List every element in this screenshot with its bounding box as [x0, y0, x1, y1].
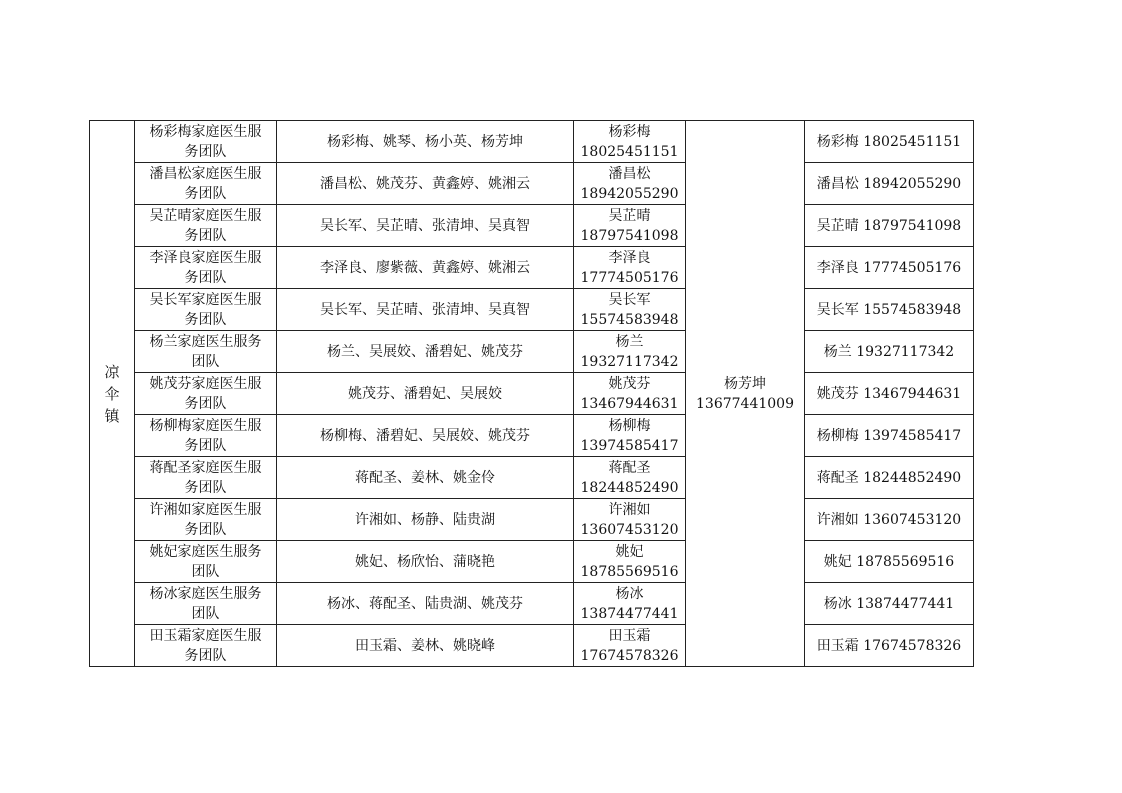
team-leader-cell — [574, 247, 686, 289]
contact-cell: 杨彩梅 18025451151 — [805, 121, 974, 163]
table-row — [90, 541, 974, 583]
team-leader-cell — [574, 331, 686, 373]
contact-cell: 姚茂芬 13467944631 — [805, 373, 974, 415]
leader-name: 姚妃 — [615, 543, 644, 560]
supervisor-name: 杨芳坤 — [724, 375, 766, 392]
leader-name: 蒋配圣 — [608, 459, 651, 476]
leader-phone: 13607453120 — [580, 521, 679, 538]
leader-name: 杨兰 — [615, 333, 644, 350]
team-name-cell — [135, 541, 277, 583]
leader-phone: 17774505176 — [580, 269, 679, 286]
team-members-cell: 蒋配圣、姜林、姚金伶 — [277, 457, 574, 499]
team-leader-cell — [574, 163, 686, 205]
team-members-cell: 田玉霜、姜林、姚晓峰 — [277, 625, 574, 667]
contact-cell: 蒋配圣 18244852490 — [805, 457, 974, 499]
contact-cell: 吴芷晴 18797541098 — [805, 205, 974, 247]
leader-phone: 18785569516 — [580, 563, 679, 580]
doctor-team-table — [89, 120, 974, 667]
leader-name: 潘昌松 — [608, 165, 651, 182]
leader-name: 田玉霜 — [608, 627, 651, 644]
contact-cell: 杨冰 13874477441 — [805, 583, 974, 625]
team-name: 吴芷晴家庭医生服务团队 — [149, 207, 262, 244]
team-members-cell: 姚茂芬、潘碧妃、吴展姣 — [277, 373, 574, 415]
team-leader-cell — [574, 541, 686, 583]
leader-phone: 18942055290 — [580, 185, 679, 202]
team-name: 潘昌松家庭医生服务团队 — [149, 165, 262, 202]
team-members-cell: 杨兰、吴展姣、潘碧妃、姚茂芬 — [277, 331, 574, 373]
team-name-cell — [135, 457, 277, 499]
contact-cell: 李泽良 17774505176 — [805, 247, 974, 289]
contact-cell: 潘昌松 18942055290 — [805, 163, 974, 205]
leader-phone: 19327117342 — [580, 353, 679, 370]
leader-name: 吴芷晴 — [608, 207, 651, 224]
team-members-cell: 杨柳梅、潘碧妃、吴展姣、姚茂芬 — [277, 415, 574, 457]
leader-name: 杨柳梅 — [608, 417, 651, 434]
team-name: 许湘如家庭医生服务团队 — [149, 501, 262, 538]
table-body — [90, 121, 974, 667]
team-leader-cell — [574, 625, 686, 667]
supervisor-phone: 13677441009 — [696, 395, 794, 412]
table-row — [90, 499, 974, 541]
table-row — [90, 583, 974, 625]
team-name-cell — [135, 247, 277, 289]
team-members-cell: 许湘如、杨静、陆贵湖 — [277, 499, 574, 541]
team-name: 杨兰家庭医生服务团队 — [149, 333, 262, 370]
leader-phone: 18797541098 — [580, 227, 679, 244]
team-name-cell — [135, 163, 277, 205]
team-name: 姚妃家庭医生服务团队 — [149, 543, 262, 580]
team-name-cell — [135, 499, 277, 541]
leader-name: 吴长军 — [608, 291, 651, 308]
team-name: 杨柳梅家庭医生服务团队 — [149, 417, 262, 454]
contact-cell: 许湘如 13607453120 — [805, 499, 974, 541]
team-name-cell — [135, 205, 277, 247]
table-row — [90, 373, 974, 415]
contact-cell: 杨柳梅 13974585417 — [805, 415, 974, 457]
team-members-cell: 姚妃、杨欣怡、蒲晓艳 — [277, 541, 574, 583]
contact-cell: 杨兰 19327117342 — [805, 331, 974, 373]
table-row — [90, 415, 974, 457]
team-name-cell — [135, 625, 277, 667]
team-name: 杨彩梅家庭医生服务团队 — [149, 123, 262, 160]
leader-phone: 17674578326 — [580, 647, 679, 664]
leader-name: 姚茂芬 — [608, 375, 651, 392]
team-name-cell — [135, 415, 277, 457]
table-row — [90, 625, 974, 667]
team-members-cell: 潘昌松、姚茂芬、黄鑫婷、姚湘云 — [277, 163, 574, 205]
team-leader-cell — [574, 457, 686, 499]
table-row — [90, 121, 974, 163]
team-name: 李泽良家庭医生服务团队 — [149, 249, 262, 286]
team-leader-cell — [574, 415, 686, 457]
contact-cell: 田玉霜 17674578326 — [805, 625, 974, 667]
team-members-cell: 李泽良、廖紫薇、黄鑫婷、姚湘云 — [277, 247, 574, 289]
supervisor-cell — [686, 121, 805, 667]
team-members-cell: 杨彩梅、姚琴、杨小英、杨芳坤 — [277, 121, 574, 163]
leader-name: 杨彩梅 — [608, 123, 651, 140]
leader-phone: 13874477441 — [580, 605, 679, 622]
leader-phone: 18244852490 — [580, 479, 679, 496]
team-name: 吴长军家庭医生服务团队 — [149, 291, 262, 328]
team-name-cell — [135, 121, 277, 163]
contact-cell: 吴长军 15574583948 — [805, 289, 974, 331]
leader-name: 许湘如 — [608, 501, 651, 518]
town-name: 凉伞镇 — [104, 362, 120, 425]
team-leader-cell — [574, 121, 686, 163]
leader-name: 杨冰 — [615, 585, 644, 602]
team-members-cell: 杨冰、蒋配圣、陆贵湖、姚茂芬 — [277, 583, 574, 625]
team-name: 蒋配圣家庭医生服务团队 — [149, 459, 262, 496]
team-members-cell: 吴长军、吴芷晴、张清坤、吴真智 — [277, 205, 574, 247]
leader-phone: 13467944631 — [580, 395, 679, 412]
leader-phone: 18025451151 — [580, 143, 679, 160]
table-row — [90, 331, 974, 373]
team-leader-cell — [574, 205, 686, 247]
leader-phone: 13974585417 — [580, 437, 679, 454]
team-name: 杨冰家庭医生服务团队 — [149, 585, 262, 622]
team-leader-cell — [574, 289, 686, 331]
table-row — [90, 457, 974, 499]
team-leader-cell — [574, 499, 686, 541]
table-row — [90, 163, 974, 205]
table-row — [90, 289, 974, 331]
leader-phone: 15574583948 — [580, 311, 679, 328]
leader-name: 李泽良 — [608, 249, 651, 266]
team-leader-cell — [574, 583, 686, 625]
team-name-cell — [135, 583, 277, 625]
team-name-cell — [135, 331, 277, 373]
team-name-cell — [135, 289, 277, 331]
team-name: 姚茂芬家庭医生服务团队 — [149, 375, 262, 412]
team-name-cell — [135, 373, 277, 415]
team-name: 田玉霜家庭医生服务团队 — [149, 627, 262, 664]
table-row — [90, 247, 974, 289]
town-cell — [90, 121, 135, 667]
table-row — [90, 205, 974, 247]
team-leader-cell — [574, 373, 686, 415]
team-members-cell: 吴长军、吴芷晴、张清坤、吴真智 — [277, 289, 574, 331]
contact-cell: 姚妃 18785569516 — [805, 541, 974, 583]
